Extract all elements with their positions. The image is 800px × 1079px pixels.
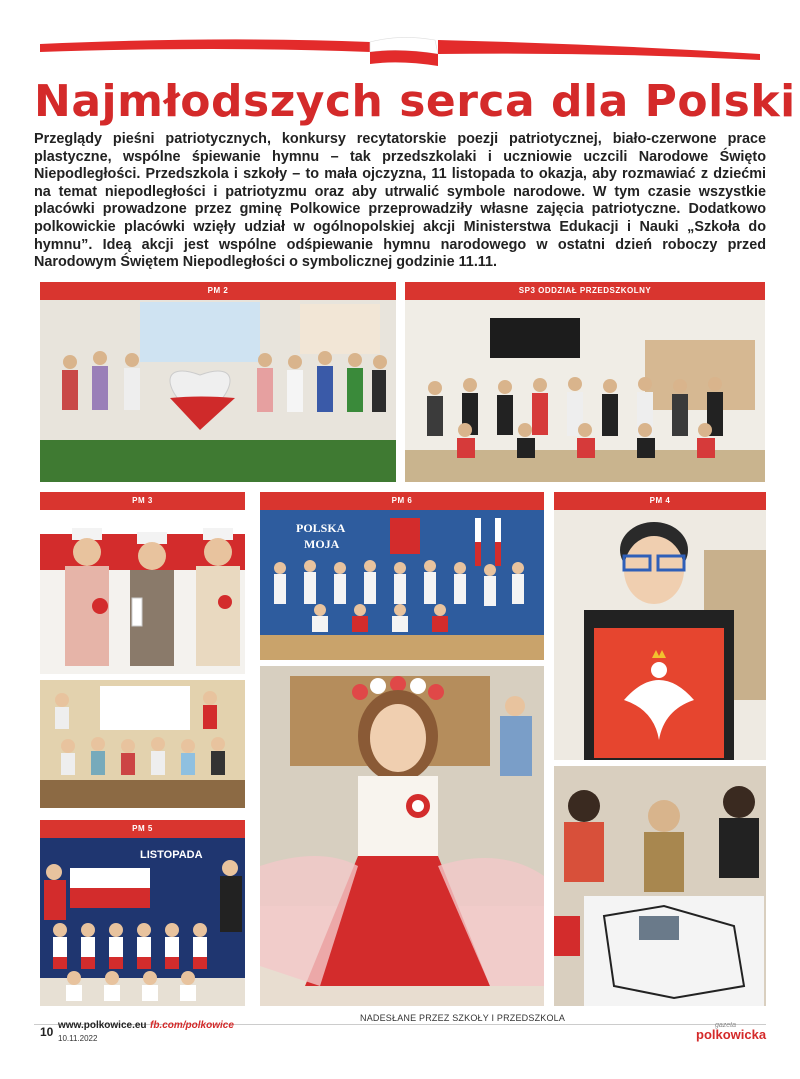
girl-photo [260,666,544,1006]
group-photo [260,510,544,660]
panel-label: PM 5 [40,820,245,838]
group-photo [40,838,245,1006]
boy-photo [554,510,766,760]
website-link[interactable]: www.polkowice.eu [58,1020,147,1031]
panel-label: SP3 ODDZIAŁ PRZEDSZKOLNY [405,282,765,300]
facebook-link[interactable]: fb.com/polkowice [150,1020,234,1031]
banner-text: LISTOPADA [140,849,203,861]
panel-label: PM 4 [554,492,766,510]
photo-panel-pm6 [260,492,544,660]
panel-label: PM 6 [260,492,544,510]
group-photo [405,300,765,482]
photo-pm4-map [554,766,766,1006]
issue-date: 10.11.2022 [58,1034,98,1043]
photo-panel-pm2 [40,282,396,482]
photo-panel-pm3 [40,492,245,674]
banner-text: POLSKA [296,521,346,535]
article-title: Najmłodszych serca dla Polski [34,76,796,127]
panel-label: PM 3 [40,492,245,510]
banner-text: MOJA [304,537,340,551]
page-number: 10 [40,1025,54,1039]
photo-panel-sp3 [405,282,765,482]
group-photo [40,300,396,482]
brand-logo: polkowicka [696,1027,767,1042]
article-lead: Przeglądy pieśni patriotycznych, konkursy recytatorskie poezji patriotycznej, biało-czerwone prace plastyczne, wspólne śpiewanie hymnu – tak przedszkolaki i uczniowie uczcili Narodowe Święto Niepodległości. Przedszkola i szkoły – to mała ojczyzna, 11 listopada to okazja, aby rozmawiać z dziećmi na temat niepodległości i patriotyzmu oraz aby utrwalić symbole narodowe. W tym czasie wszystkie placówki prowadzone przez gminę Polkowice przeprowadziły własne zajęcia patriotyczne. Dodatkowo polkowickie placówki wzięły udział w ogólnopolskiej akcji Ministerstwa Edukacji i Nauki „Szkoła do hymnu”. Ideą akcji jest wspólne odśpiewanie hymnu narodowego w ostatni dzień roboczy przed Narodowym Świętem Niepodległości o symbolicznej godzinie 11.11. [34,131,766,271]
photo-panel-pm4 [554,492,766,760]
photo-pm3-group [40,680,245,808]
flag-ribbon [40,30,760,70]
photo-panel-pm5 [40,820,245,1006]
panel-label: PM 2 [40,282,396,300]
photo-credit: NADESŁANE PRZEZ SZKOŁY I PRZEDSZKOLA [360,1013,566,1023]
photo-girl-wreath [260,666,544,1006]
brand-prefix: gazeta [715,1022,737,1029]
children-photo [40,510,245,674]
children-map-photo [554,766,766,1006]
children-photo [40,680,245,808]
